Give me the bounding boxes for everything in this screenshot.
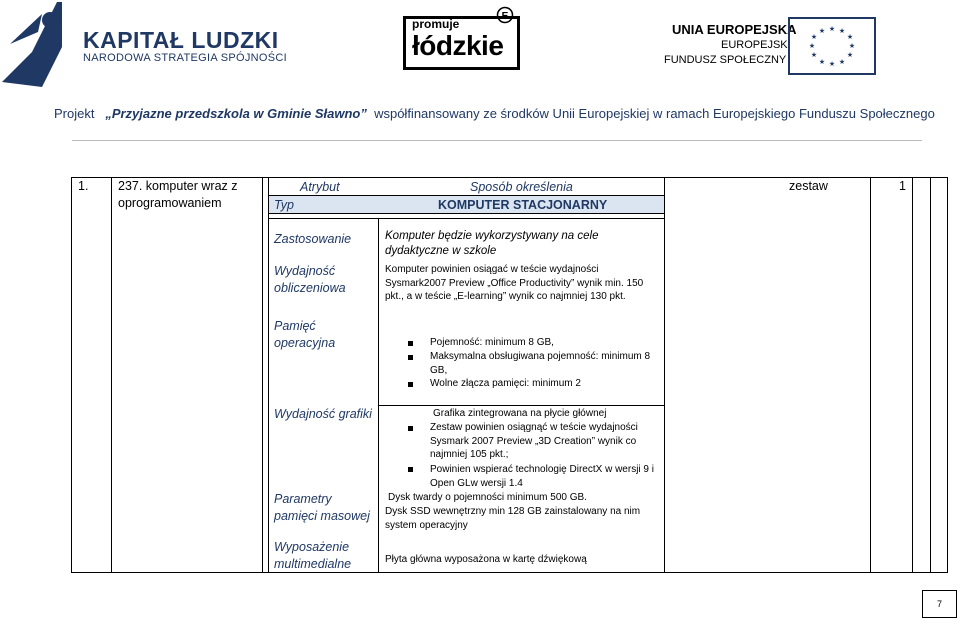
attr-wyposazenie-multimedialne: Wyposażenie multimedialne: [274, 540, 352, 571]
project-prefix: Projekt: [54, 106, 95, 121]
bullet-icon: [408, 355, 413, 360]
svg-text:★: ★: [828, 60, 836, 68]
svg-text:★: ★: [838, 58, 846, 66]
ram-capacity: Pojemność: minimum 8 GB,: [430, 337, 554, 348]
registered-mark-icon: [496, 6, 514, 24]
project-suffix: współfinansowany ze środków Unii Europejskiej w ramach Europejskiego Funduszu Społecznego: [374, 106, 935, 121]
kapital-ludzki-logo-icon: [2, 2, 76, 88]
svg-text:★: ★: [808, 42, 816, 50]
bullet-icon: [408, 467, 413, 472]
graphics-integrated: Grafika zintegrowana na płycie głównej: [433, 408, 607, 419]
typ-value: KOMPUTER STACJONARNY: [438, 198, 608, 212]
kapital-ludzki-title: KAPITAŁ LUDZKI: [83, 27, 279, 53]
svg-text:★: ★: [848, 42, 856, 50]
kapital-ludzki-subtitle: NARODOWA STRATEGIA SPÓJNOŚCI: [83, 52, 287, 64]
svg-text:★: ★: [810, 33, 818, 41]
column-sposob: Sposób określenia: [470, 180, 573, 194]
value-multimedia: Płyta główna wyposażona w kartę dźwiękową: [385, 554, 587, 565]
attr-pamiec-masowa: Parametry pamięci masowej: [274, 492, 370, 523]
svg-text:E: E: [501, 11, 509, 22]
typ-label: Typ: [274, 198, 294, 212]
svg-text:★: ★: [810, 51, 818, 59]
svg-text:★: ★: [818, 58, 826, 66]
bullet-icon: [408, 341, 413, 346]
storage-hdd: Dysk twardy o pojemności minimum 500 GB.: [388, 492, 587, 503]
graphics-directx: Powinien wspierać technologię DirectX w wersji 9 i Open GLw wersji 1.4: [430, 464, 654, 489]
eu-flag-icon: [788, 17, 876, 75]
ue-fund-line2: FUNDUSZ SPOŁECZNY: [664, 54, 787, 66]
page-number: 7: [922, 590, 957, 618]
bullet-icon: [408, 382, 413, 387]
header-divider: [72, 140, 922, 141]
svg-text:★: ★: [846, 51, 854, 59]
ue-fund-line1: EUROPEJSKI: [721, 39, 791, 51]
project-name: „Przyjazne przedszkola w Gminie Sławno”: [105, 106, 367, 121]
unit-label: zestaw: [789, 179, 828, 193]
graphics-benchmark: Zestaw powinien osiągnąć w teście wydajności Sysmark 2007 Preview „3D Creation” wynik co najmniej 105 pkt.;: [430, 422, 638, 460]
bullet-icon: [408, 426, 413, 431]
attr-zastosowanie: Zastosowanie: [274, 232, 352, 246]
project-line: [54, 106, 935, 121]
attr-wydajnosc-obliczeniowa: Wydajność obliczeniowa: [274, 264, 346, 295]
ue-name: UNIA EUROPEJSKA: [672, 22, 797, 37]
lodzkie-label: łódzkie: [412, 30, 504, 61]
attr-pamiec-operacyjna: Pamięć operacyjna: [274, 319, 336, 350]
quantity-value: 1: [899, 179, 906, 193]
storage-ssd: Dysk SSD wewnętrzny min 128 GB zainstalowany na nim system operacyjny: [385, 506, 641, 531]
svg-text:★: ★: [818, 27, 826, 35]
svg-text:★: ★: [828, 25, 836, 33]
ram-free-slots: Wolne złącza pamięci: minimum 2: [430, 378, 581, 389]
svg-text:★: ★: [838, 27, 846, 35]
ram-max-capacity: Maksymalna obsługiwana pojemność: minimum 8 GB,: [430, 351, 651, 376]
attr-wydajnosc-grafiki: Wydajność grafiki: [274, 407, 372, 421]
item-description: 237. komputer wraz z oprogramowaniem: [118, 179, 238, 210]
item-number: 1.: [78, 179, 89, 193]
value-wydajnosc-obliczeniowa: Komputer powinien osiągać w teście wydajności Sysmark2007 Preview „Office Productivity” wynik min. 150 pkt., a w teście „E-learning” wynik co najmniej 130 pkt.: [385, 264, 644, 302]
column-atrybut: Atrybut: [300, 180, 340, 194]
svg-text:★: ★: [846, 33, 854, 41]
value-zastosowanie: Komputer będzie wykorzystywany na cele dydaktyczne w szkole: [385, 230, 599, 257]
promuje-label: promuje: [412, 17, 460, 31]
